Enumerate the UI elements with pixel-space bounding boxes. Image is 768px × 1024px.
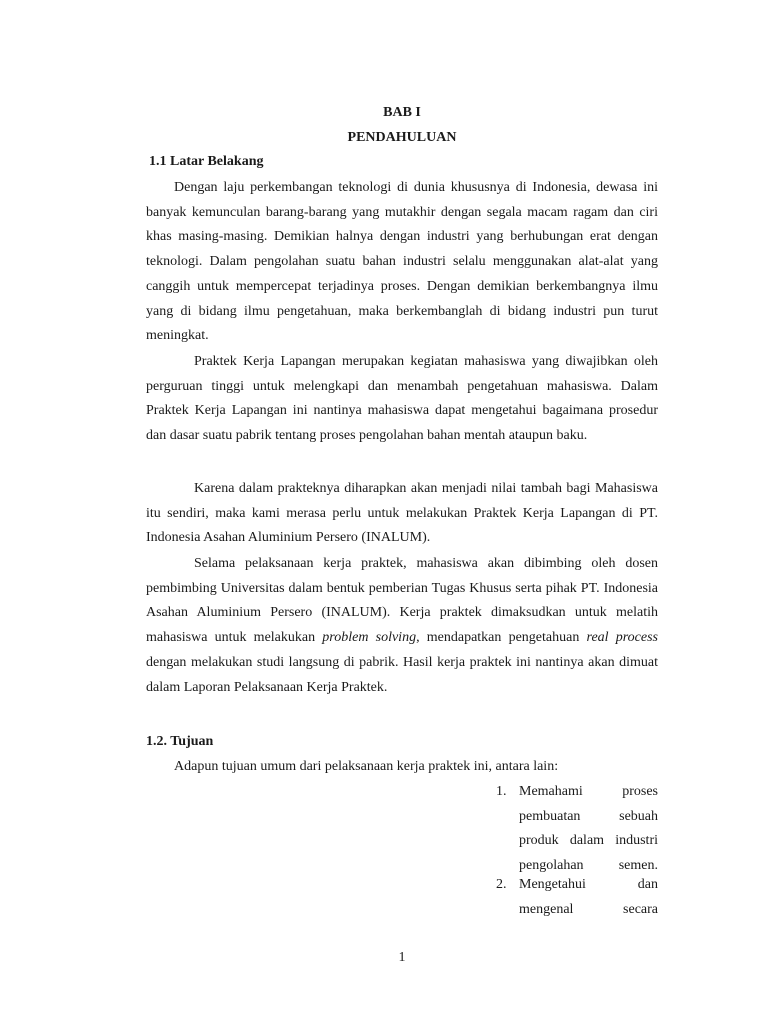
section-heading-latar-belakang: 1.1 Latar Belakang (149, 154, 264, 169)
chapter-title: PENDAHULUAN (347, 130, 457, 145)
paragraph-4-text-c: dengan melakukan studi langsung di pabrik. Hasil kerja praktek ini nantinya akan dimuat dalam Laporan Pelaksanaan Kerja Praktek. (146, 654, 658, 695)
page-number: 1 (398, 950, 406, 965)
term-problem-solving: problem solving (322, 630, 417, 646)
section-heading-tujuan: 1.2. Tujuan (146, 734, 214, 749)
chapter-label: BAB I (383, 105, 421, 120)
paragraph-3: Karena dalam prakteknya diharapkan akan menjadi nilai tambah bagi Mahasiswa itu sendiri, maka kami merasa perlu untuk melakukan Praktek Kerja Lapangan di PT. Indonesia Asahan Aluminium Persero (INALUM). (146, 481, 658, 546)
list-number: 1. (496, 784, 507, 799)
paragraph-4-text-a: Selama pelaksanaan kerja praktek, mahasiswa akan dibimbing oleh dosen pembimbing Universitas dalam bentuk pemberian Tugas Khusus serta pihak PT. Indonesia Asahan Aluminium Persero (INALUM). Kerja praktek dimaksudkan untuk melatih mahasiswa untuk melakukan (146, 556, 658, 646)
term-real-process: real process (586, 630, 658, 646)
list-item-text: Mengetahui dan mengenal secara (519, 877, 658, 917)
paragraph-4 (146, 552, 658, 700)
list-item-text: Memahami proses pembuatan sebuah produk dalam industri pengolahan semen. (519, 784, 658, 874)
paragraph-2: Praktek Kerja Lapangan merupakan kegiatan mahasiswa yang diwajibkan oleh perguruan tinggi untuk melengkapi dan menambah pengetahuan mahasiswa. Dalam Praktek Kerja Lapangan ini nantinya mahasiswa dapat mengetahui bagaimana prosedur dan dasar suatu pabrik tentang proses pengolahan bahan mentah ataupun baku. (146, 354, 658, 444)
paragraph-1: Dengan laju perkembangan teknologi di dunia khususnya di Indonesia, dewasa ini banyak kemunculan barang-barang yang mutakhir dengan segala macam ragam dan ciri khas masing-masing. Demikian halnya dengan industri yang berhubungan erat dengan teknologi. Dalam pengolahan suatu bahan industri selalu menggunakan alat-alat yang canggih untuk mempercepat terjadinya proses. Dengan demikian berkembangnya ilmu yang di bidang ilmu pengetahuan, maka berkembanglah di bidang industri pun turut meningkat. (146, 180, 658, 344)
tujuan-intro: Adapun tujuan umum dari pelaksanaan kerja praktek ini, antara lain: (174, 759, 559, 774)
paragraph-4-text-b: , mendapatkan pengetahuan (416, 630, 587, 646)
list-number: 2. (496, 877, 507, 892)
